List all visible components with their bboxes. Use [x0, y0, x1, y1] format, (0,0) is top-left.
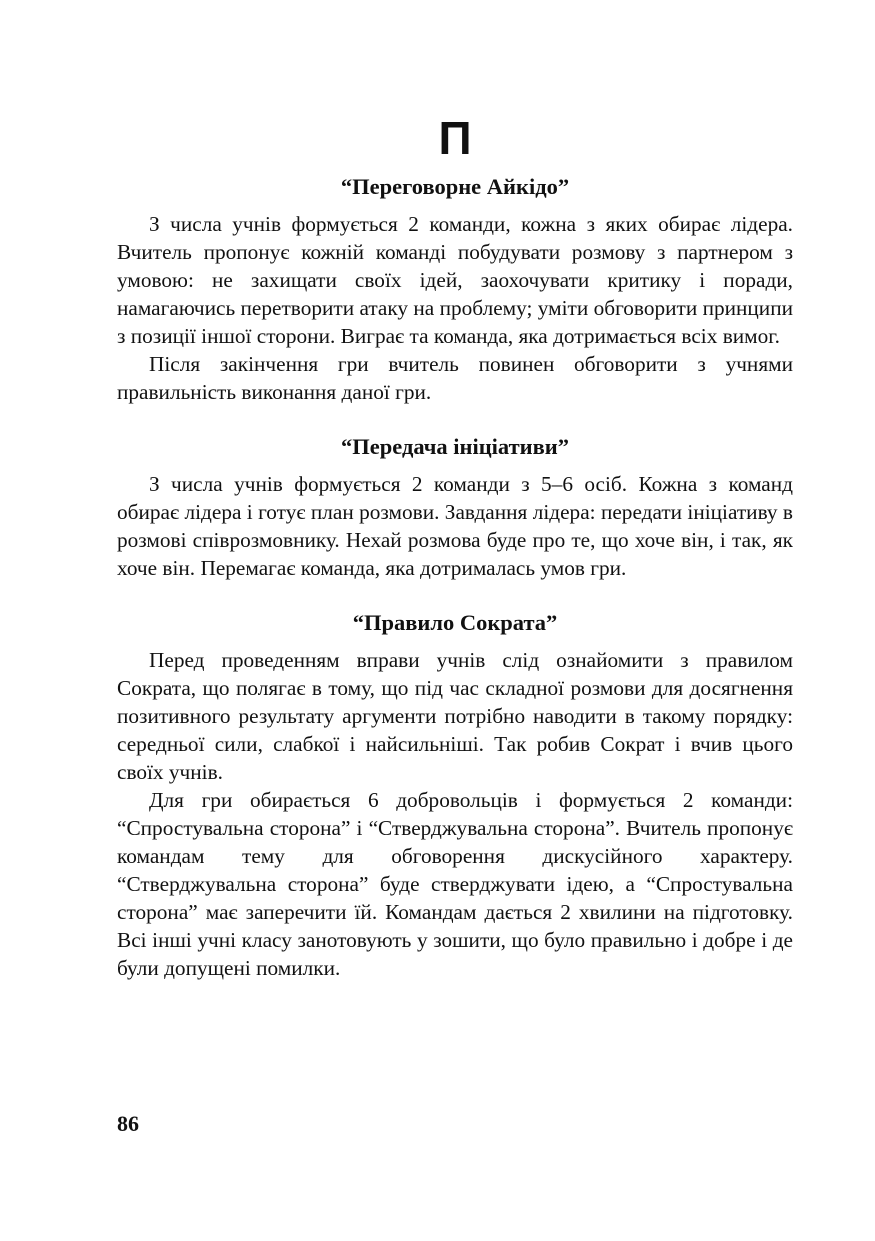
section-title: “Переговорне Айкідо” [340, 174, 570, 199]
page-number: 86 [117, 1111, 139, 1136]
paragraph: З числа учнів формується 2 команди з 5–6 осіб. Кожна з команд обирає лідера і готує план розмови. Завдання лідера: передати ініціативу в розмові співрозмовнику. Нехай розмова буде про те, що хоче він, і так, як хоче він. Перемагає команда, яка дотрималась умов гри. [117, 472, 793, 580]
paragraph: Для гри обирається 6 добровольців і формується 2 команди: “Спростувальна сторона” і “Стверджувальна сторона”. Вчитель пропонує командам тему для обговорення дискусійного характеру. “Стверджувальна сторона” буде стверджувати ідею, а “Спростувальна сторона” має заперечити їй. Командам дається 2 хвилини на підготовку. Всі інші учні класу занотовують у зошити, що було правильно і добре і де були допущені помилки. [117, 788, 793, 980]
section-negotiation-aikido [117, 172, 793, 406]
page-content [117, 112, 793, 982]
section-letter: П [438, 112, 472, 164]
paragraph: Після закінчення гри вчитель повинен обговорити з учнями правильність виконання даної гри. [117, 352, 793, 404]
paragraph: З числа учнів формується 2 команди, кожна з яких обирає лідера. Вчитель пропонує кожній команді побудувати розмову з партнером з умовою: не захищати своїх ідей, заохочувати критику і поради, намагаючись перетворити атаку на проблему; уміти обговорити принципи з позиції іншої сторони. Виграє та команда, яка дотримається всіх вимог. [117, 212, 793, 348]
paragraph: Перед проведенням вправи учнів слід ознайомити з правилом Сократа, що полягає в тому, що під час складної розмови для досягнення позитивного результату аргументи потрібно наводити в такому порядку: середньої сили, слабкої і найсильніші. Так робив Сократ і вчив цього своїх учнів. [117, 648, 793, 784]
section-title: “Передача ініціативи” [341, 434, 569, 459]
section-title: “Правило Сократа” [352, 610, 558, 635]
section-initiative-transfer [117, 432, 793, 582]
section-socrates-rule [117, 608, 793, 982]
